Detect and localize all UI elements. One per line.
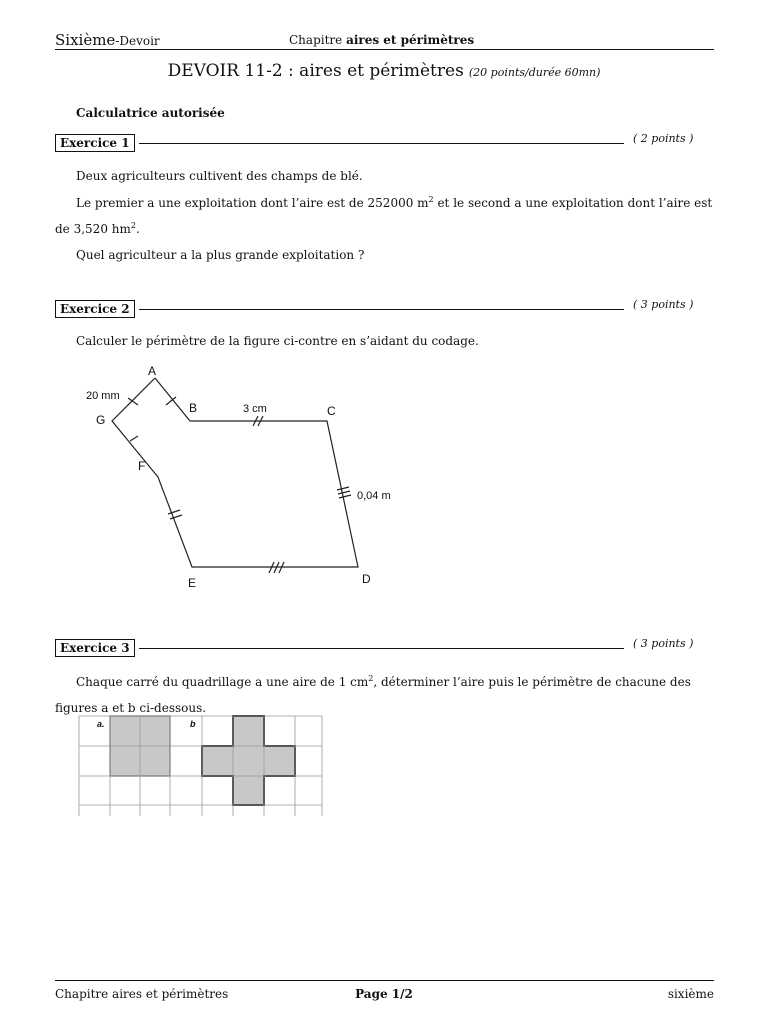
- point-label-d: D: [362, 572, 371, 586]
- exercise-1-points: ( 2 points ): [633, 132, 694, 145]
- header-chapter: Chapitre aires et périmètres: [289, 33, 475, 47]
- point-label-g: G: [96, 413, 106, 427]
- figure-b-label: b: [190, 719, 196, 729]
- exercise-3-points: ( 3 points ): [633, 637, 694, 650]
- length-label-cd: 0,04 m: [357, 490, 391, 502]
- exercise-3-label: Exercice 3: [55, 639, 135, 657]
- exercise-1-label: Exercice 1: [55, 134, 135, 152]
- exercise-1-line-2: Le premier a une exploitation dont l’aire est de 252000 $m^2$ et le second a une exploitation dont l’aire est: [76, 195, 713, 210]
- footer-level: sixième: [667, 987, 714, 1001]
- exercise-2-label: Exercice 2: [55, 300, 135, 318]
- figure-a-label: a.: [97, 719, 105, 729]
- exercise-3-line-1: Chaque carré du quadrillage a une aire de 1 $cm^2$, déterminer l’aire puis le périmètre de chacune des: [76, 674, 691, 689]
- footer-page-number: Page 1/2: [355, 987, 413, 1001]
- length-label-bc: 3 cm: [243, 403, 267, 415]
- length-label-ga: 20 mm: [86, 390, 120, 402]
- point-label-a: A: [148, 364, 157, 378]
- figure-b-shape: [202, 716, 295, 805]
- exercise-1-line-3: de 3,520 $hm^2$.: [55, 221, 140, 236]
- point-label-c: C: [327, 404, 336, 418]
- point-label-e: E: [188, 576, 197, 590]
- footer-rule: [55, 980, 714, 981]
- exercise-3-line-2: figures a et b ci-dessous.: [55, 701, 207, 715]
- exercise-1-question: Quel agriculteur a la plus grande exploitation ?: [76, 248, 365, 262]
- exercise-2-points: ( 3 points ): [633, 298, 694, 311]
- exercise-2-statement: Calculer le périmètre de la figure ci-contre en s’aidant du codage.: [76, 334, 479, 348]
- point-label-f: F: [138, 459, 146, 473]
- exercise-1-line-1: Deux agriculteurs cultivent des champs de blé.: [76, 169, 363, 183]
- footer-chapter: Chapitre aires et périmètres: [55, 987, 229, 1001]
- page-title: DEVOIR 11-2 : aires et périmètres (20 points/durée 60mn): [167, 61, 601, 81]
- point-label-b: B: [189, 401, 198, 415]
- header-level: Sixième-Devoir: [55, 31, 160, 49]
- calculator-note: Calculatrice autorisée: [76, 106, 225, 120]
